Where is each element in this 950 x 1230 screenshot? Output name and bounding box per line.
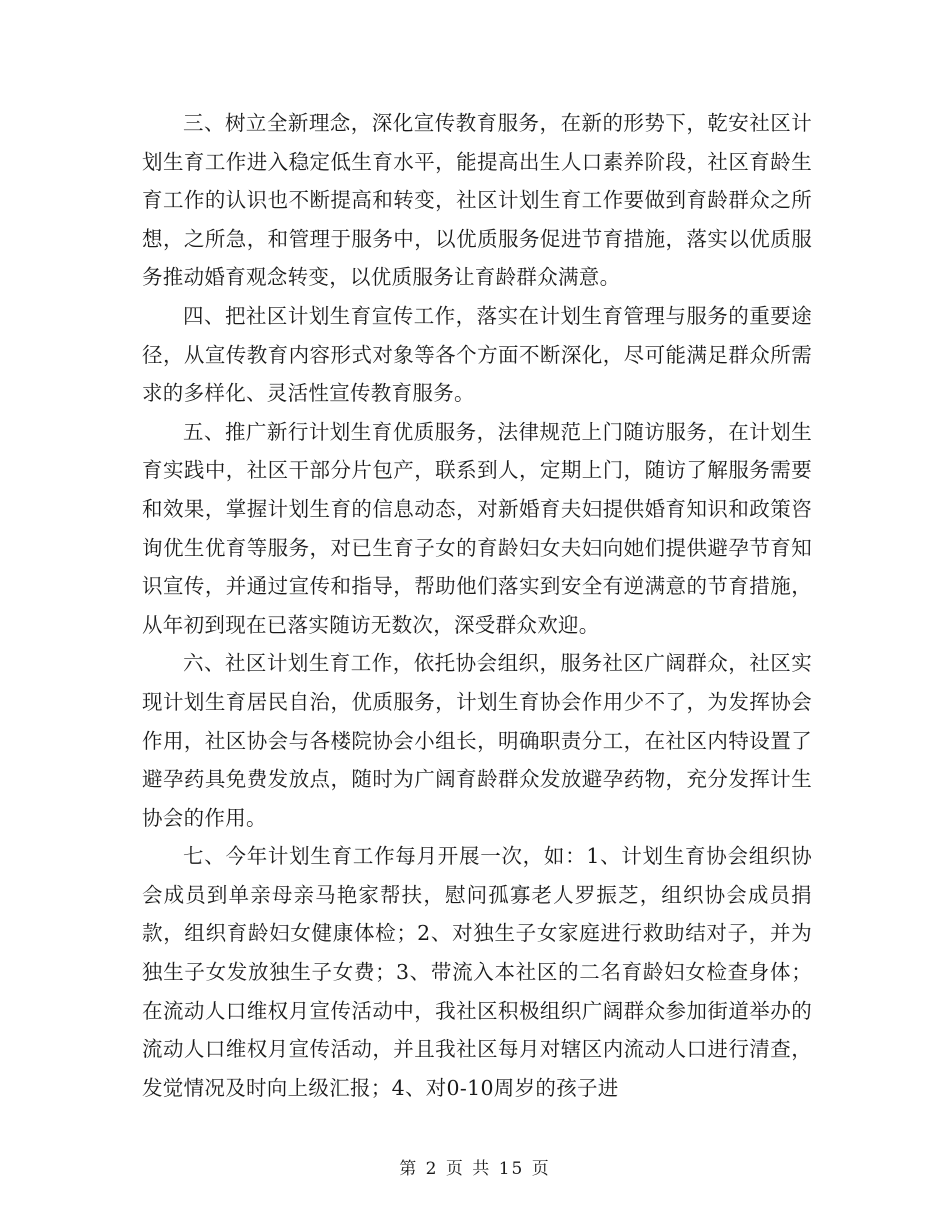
footer-suffix: 页 [531, 1159, 551, 1179]
footer-current-page: 2 [425, 1159, 439, 1179]
page-footer [0, 1154, 950, 1179]
footer-total-pages: 15 [498, 1159, 525, 1179]
paragraph-4: 四、把社区计划生育宣传工作，落实在计划生育管理与服务的重要途径，从宣传教育内容形式对象等各个方面不断深化，尽可能满足群众所需求的多样化、灵活性宣传教育服务。 [142, 303, 812, 406]
footer-middle: 页 共 [445, 1159, 492, 1179]
document-body [142, 104, 812, 1107]
paragraph-3: 三、树立全新理念，深化宣传教育服务，在新的形势下，乾安社区计划生育工作进入稳定低生育水平，能提高出生人口素养阶段，社区育龄生育工作的认识也不断提高和转变，社区计划生育工作要做到育龄群众之所想，之所急，和管理于服务中，以优质服务促进节育措施，落实以优质服务推动婚育观念转变，以优质服务让育龄群众满意。 [142, 111, 812, 290]
footer-prefix: 第 [399, 1159, 419, 1179]
paragraph-5: 五、推广新行计划生育优质服务，法律规范上门随访服务，在计划生育实践中，社区干部分片包产，联系到人，定期上门，随访了解服务需要和效果，掌握计划生育的信息动态，对新婚育夫妇提供婚育知识和政策咨询优生优育等服务，对已生育子女的育龄妇女夫妇向她们提供避孕节育知识宣传，并通过宣传和指导，帮助他们落实到安全有逆满意的节育措施，从年初到现在已落实随访无数次，深受群众欢迎。 [142, 419, 812, 637]
paragraph-6: 六、社区计划生育工作，依托协会组织，服务社区广阔群众，社区实现计划生育居民自治，优质服务，计划生育协会作用少不了，为发挥协会作用，社区协会与各楼院协会小组长，明确职责分工，在社区内特设置了避孕药具免费发放点，随时为广阔育龄群众发放避孕药物，充分发挥计生协会的作用。 [142, 651, 812, 830]
paragraph-7: 七、今年计划生育工作每月开展一次，如：1、计划生育协会组织协会成员到单亲母亲马艳家帮扶，慰问孤寡老人罗振芝，组织协会成员捐款，组织育龄妇女健康体检；2、对独生子女家庭进行救助结对子，并为独生子女发放独生子女费；3、带流入本社区的二名育龄妇女检查身体；在流动人口维权月宣传活动中，我社区积极组织广阔群众参加街道举办的流动人口维权月宣传活动，并且我社区每月对辖区内流动人口进行清查，发觉情况及时向上级汇报；4、对0-10周岁的孩子进 [142, 844, 812, 1100]
